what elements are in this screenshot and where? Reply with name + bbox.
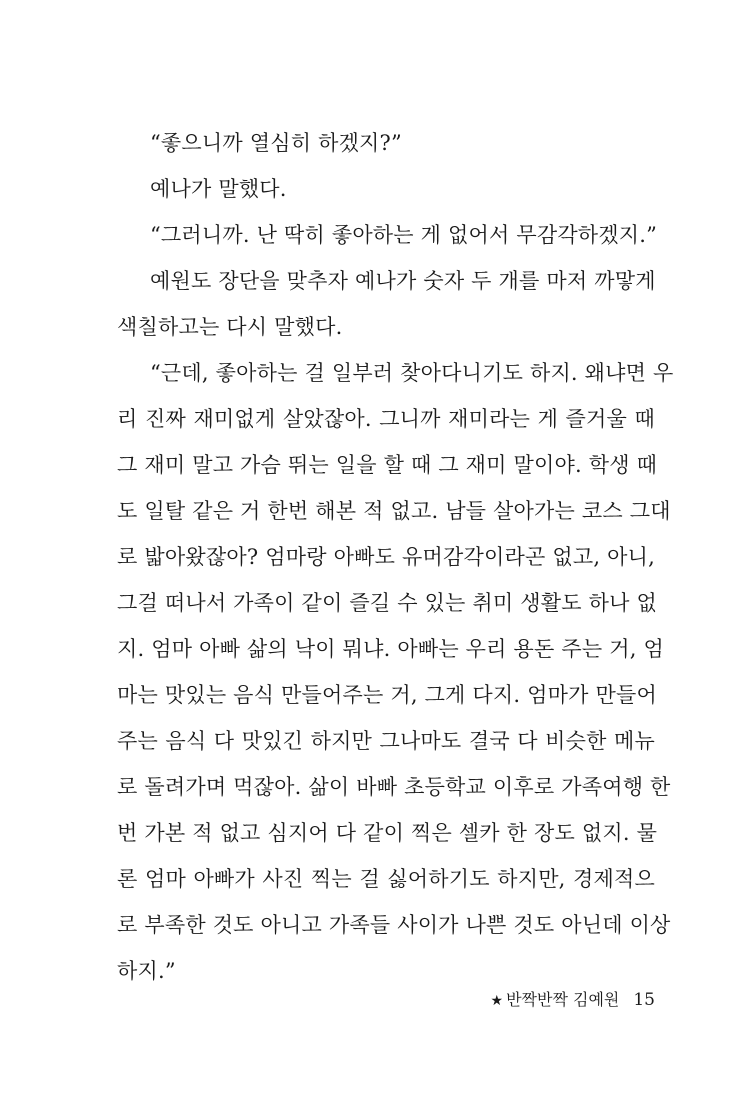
text-line: 그걸 떠나서 가족이 같이 즐길 수 있는 취미 생활도 하나 없 [117,591,657,615]
text-line: 그 재미 말고 가슴 뛰는 일을 할 때 그 재미 말이야. 학생 때 [117,453,658,477]
text-line: 론 엄마 아빠가 사진 찍는 걸 싫어하기도 하지만, 경제적으 [117,867,655,891]
text-line: 로 부족한 것도 아니고 가족들 사이가 나쁜 것도 아닌데 이상 [117,913,671,937]
text-line: “그러니까. 난 딱히 좋아하는 게 없어서 무감각하겠지.” [150,223,658,247]
running-title: 반짝반짝 김예원 [506,990,620,1009]
text-line: 로 밟아왔잖아? 엄마랑 아빠도 유머감각이라곤 없고, 아니, [117,545,655,569]
text-line: 마는 맛있는 음식 만들어주는 거, 그게 다지. 엄마가 만들어 [117,683,657,707]
text-line: 예원도 장단을 맞추자 예나가 숫자 두 개를 마저 까맣게 [150,269,656,293]
page-number: 15 [633,990,655,1010]
text-line: “좋으니까 열심히 하겠지?” [150,131,402,155]
text-line: 지. 엄마 아빠 삶의 낙이 뭐냐. 아빠는 우리 용돈 주는 거, 엄 [117,637,664,661]
body-text [117,124,674,990]
text-line: 색칠하고는 다시 말했다. [117,315,343,339]
text-line: 도 일탈 같은 거 한번 해본 적 없고. 남들 살아가는 코스 그대 [117,499,671,523]
page-footer [491,988,655,1013]
text-line: 하지.” [117,959,176,983]
star-icon: ★ [490,993,504,1009]
text-line: 번 가본 적 없고 심지어 다 같이 찍은 셀카 한 장도 없지. 물 [117,821,658,845]
text-line: 예나가 말했다. [150,177,287,201]
text-line: 리 진짜 재미없게 살았잖아. 그니까 재미라는 게 즐거울 때 [117,407,655,431]
text-line: “근데, 좋아하는 걸 일부러 찾아다니기도 하지. 왜냐면 우 [150,361,674,385]
text-line: 주는 음식 다 맛있긴 하지만 그나마도 결국 다 비슷한 메뉴 [117,729,655,753]
text-line: 로 돌려가며 먹잖아. 삶이 바빠 초등학교 이후로 가족여행 한 [117,775,671,799]
